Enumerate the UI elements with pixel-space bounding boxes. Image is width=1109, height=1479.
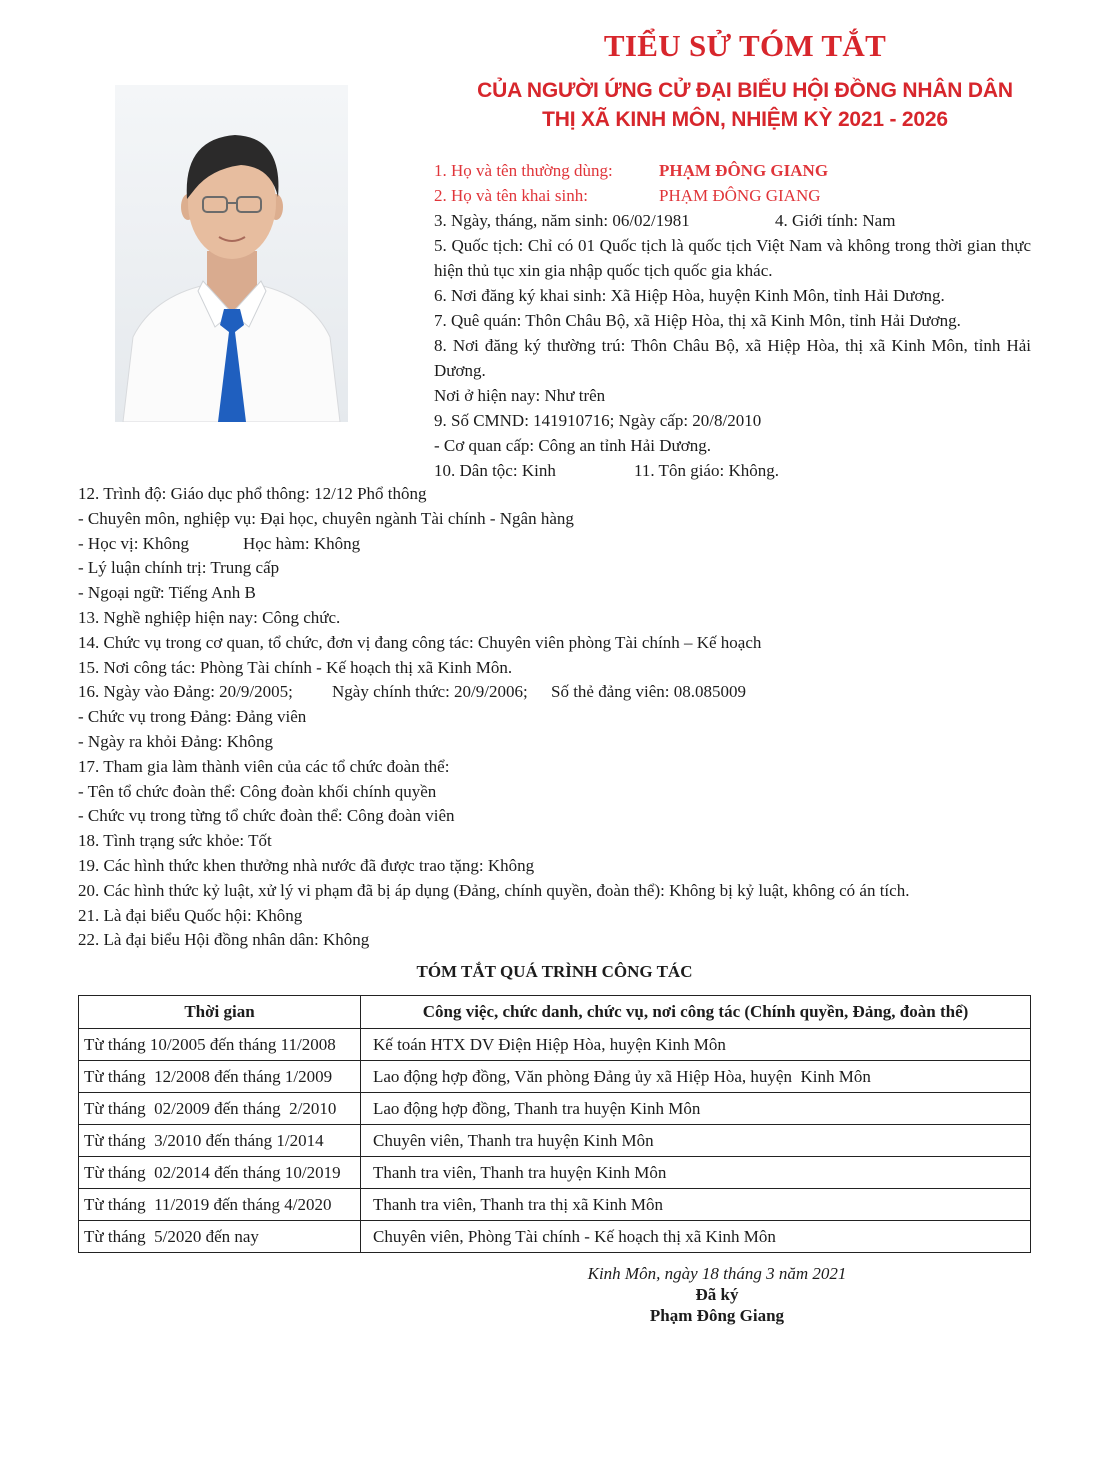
job-cell: Thanh tra viên, Thanh tra huyện Kinh Môn xyxy=(361,1157,1031,1189)
document-title: TIỂU SỬ TÓM TẮT xyxy=(603,28,887,63)
common-name-row xyxy=(434,158,1031,183)
period-cell: Từ tháng 02/2009 đến tháng 2/2010 xyxy=(79,1093,361,1125)
column-header-job: Công việc, chức danh, chức vụ, nơi công tác (Chính quyền, Đảng, đoàn thể) xyxy=(361,996,1031,1029)
ethnicity: 10. Dân tộc: Kinh xyxy=(434,461,556,480)
political-theory: - Lý luận chính trị: Trung cấp xyxy=(78,558,280,578)
birth-name-value: PHẠM ĐÔNG GIANG xyxy=(659,186,821,205)
subtitle-line-2: THỊ XÃ KINH MÔN, NHIỆM KỲ 2021 - 2026 xyxy=(542,108,948,131)
subtitle-line-1: CỦA NGƯỜI ỨNG CỬ ĐẠI BIỂU HỘI ĐỒNG NHÂN DÂN xyxy=(477,79,1013,102)
job-cell: Kế toán HTX DV Điện Hiệp Hòa, huyện Kinh Môn xyxy=(361,1029,1031,1061)
document-subtitle xyxy=(400,76,1090,134)
table-row xyxy=(79,1093,1031,1125)
academic-title: Học hàm: Không xyxy=(243,533,361,553)
portrait-photo xyxy=(115,85,348,422)
job-cell: Lao động hợp đồng, Thanh tra huyện Kinh Môn xyxy=(361,1093,1031,1125)
table-row xyxy=(79,1029,1031,1061)
organizations: 17. Tham gia làm thành viên của các tổ chức đoàn thể: xyxy=(78,756,450,776)
hometown: 7. Quê quán: Thôn Châu Bộ, xã Hiệp Hòa, thị xã Kinh Môn, tỉnh Hải Dương. xyxy=(434,311,961,330)
gender: 4. Giới tính: Nam xyxy=(775,211,896,230)
nationality: 5. Quốc tịch: Chỉ có 01 Quốc tịch là quốc tịch Việt Nam và không trong thời gian thực hiện thủ tục xin gia nhập quốc tịch quốc gia khác. xyxy=(434,236,1031,280)
personal-info xyxy=(434,158,1031,483)
party-join-date: 16. Ngày vào Đảng: 20/9/2005; xyxy=(78,682,293,702)
religion: 11. Tôn giáo: Không. xyxy=(634,461,779,480)
period-cell: Từ tháng 5/2020 đến nay xyxy=(79,1221,361,1253)
column-header-period: Thời gian xyxy=(79,996,361,1029)
period-cell: Từ tháng 10/2005 đến tháng 11/2008 xyxy=(79,1029,361,1061)
common-name-value: PHẠM ĐÔNG GIANG xyxy=(659,161,829,180)
work-history-title: TÓM TẮT QUÁ TRÌNH CÔNG TÁC xyxy=(416,962,693,981)
position: 14. Chức vụ trong cơ quan, tổ chức, đơn vị đang công tác: Chuyên viên phòng Tài chính – Kế hoạch xyxy=(78,632,762,652)
degree-row xyxy=(78,532,1033,557)
health: 18. Tình trạng sức khỏe: Tốt xyxy=(78,831,272,851)
birth-registration: 6. Nơi đăng ký khai sinh: Xã Hiệp Hòa, huyện Kinh Môn, tỉnh Hải Dương. xyxy=(434,286,945,305)
portrait-illustration xyxy=(115,85,348,422)
place-date: Kinh Môn, ngày 18 tháng 3 năm 2021 xyxy=(587,1264,847,1283)
table-row xyxy=(79,1061,1031,1093)
detail-list xyxy=(78,482,1033,953)
period-cell: Từ tháng 12/2008 đến tháng 1/2009 xyxy=(79,1061,361,1093)
date-of-birth: 3. Ngày, tháng, năm sinh: 06/02/1981 xyxy=(434,211,690,230)
party-official-date: Ngày chính thức: 20/9/2006; xyxy=(332,682,528,702)
table-row xyxy=(79,1221,1031,1253)
signer-name: Phạm Đông Giang xyxy=(649,1306,785,1325)
national-assembly: 21. Là đại biểu Quốc hội: Không xyxy=(78,905,303,925)
period-cell: Từ tháng 02/2014 đến tháng 10/2019 xyxy=(79,1157,361,1189)
job-cell: Lao động hợp đồng, Văn phòng Đảng ủy xã Hiệp Hòa, huyện Kinh Môn xyxy=(361,1061,1031,1093)
occupation: 13. Nghề nghiệp hiện nay: Công chức. xyxy=(78,607,341,627)
id-issuer: - Cơ quan cấp: Công an tỉnh Hải Dương. xyxy=(434,436,711,455)
birth-name-label: 2. Họ và tên khai sinh: xyxy=(434,186,588,205)
current-residence: Nơi ở hiện nay: Như trên xyxy=(434,386,606,405)
signed-status: Đã ký xyxy=(695,1285,739,1304)
job-cell: Thanh tra viên, Thanh tra thị xã Kinh Môn xyxy=(361,1189,1031,1221)
ethnicity-religion-row xyxy=(434,458,1031,483)
dob-gender-row xyxy=(434,208,1031,233)
party-card-number: Số thẻ đảng viên: 08.085009 xyxy=(551,682,747,702)
period-cell: Từ tháng 11/2019 đến tháng 4/2020 xyxy=(79,1189,361,1221)
job-cell: Chuyên viên, Phòng Tài chính - Kế hoạch thị xã Kinh Môn xyxy=(361,1221,1031,1253)
education: 12. Trình độ: Giáo dục phổ thông: 12/12 Phổ thông xyxy=(78,484,427,503)
degree: - Học vị: Không xyxy=(78,533,189,553)
id-card: 9. Số CMND: 141910716; Ngày cấp: 20/8/2010 xyxy=(434,411,762,430)
workplace: 15. Nơi công tác: Phòng Tài chính - Kế hoạch thị xã Kinh Môn. xyxy=(78,657,513,677)
table-body xyxy=(79,1029,1031,1253)
job-cell: Chuyên viên, Thanh tra huyện Kinh Môn xyxy=(361,1125,1031,1157)
foreign-language: - Ngoại ngữ: Tiếng Anh B xyxy=(78,583,256,603)
table-row xyxy=(79,1125,1031,1157)
organization-name: - Tên tổ chức đoàn thể: Công đoàn khối chính quyền xyxy=(78,781,437,801)
table-row xyxy=(79,1157,1031,1189)
party-row xyxy=(78,680,1033,705)
common-name-label: 1. Họ và tên thường dùng: xyxy=(434,161,613,180)
table-row xyxy=(79,1189,1031,1221)
birth-name-row xyxy=(434,183,1031,208)
awards: 19. Các hình thức khen thưởng nhà nước đã được trao tặng: Không xyxy=(78,855,535,875)
party-position: - Chức vụ trong Đảng: Đảng viên xyxy=(78,707,307,727)
organization-role: - Chức vụ trong từng tổ chức đoàn thể: Công đoàn viên xyxy=(78,806,455,826)
permanent-residence: 8. Nơi đăng ký thường trú: Thôn Châu Bộ, xã Hiệp Hòa, thị xã Kinh Môn, tỉnh Hải Dương. xyxy=(434,336,1031,380)
peoples-council: 22. Là đại biểu Hội đồng nhân dân: Không xyxy=(78,930,370,950)
specialty: - Chuyên môn, nghiệp vụ: Đại học, chuyên ngành Tài chính - Ngân hàng xyxy=(78,508,574,528)
signature-block xyxy=(500,1263,934,1326)
party-leave: - Ngày ra khỏi Đảng: Không xyxy=(78,731,273,751)
table-header-row xyxy=(79,996,1031,1029)
period-cell: Từ tháng 3/2010 đến tháng 1/2014 xyxy=(79,1125,361,1157)
discipline: 20. Các hình thức kỷ luật, xử lý vi phạm đã bị áp dụng (Đảng, chính quyền, đoàn thể): Không bị kỷ luật, không có án tích. xyxy=(78,880,910,900)
work-history-table xyxy=(78,995,1031,1253)
